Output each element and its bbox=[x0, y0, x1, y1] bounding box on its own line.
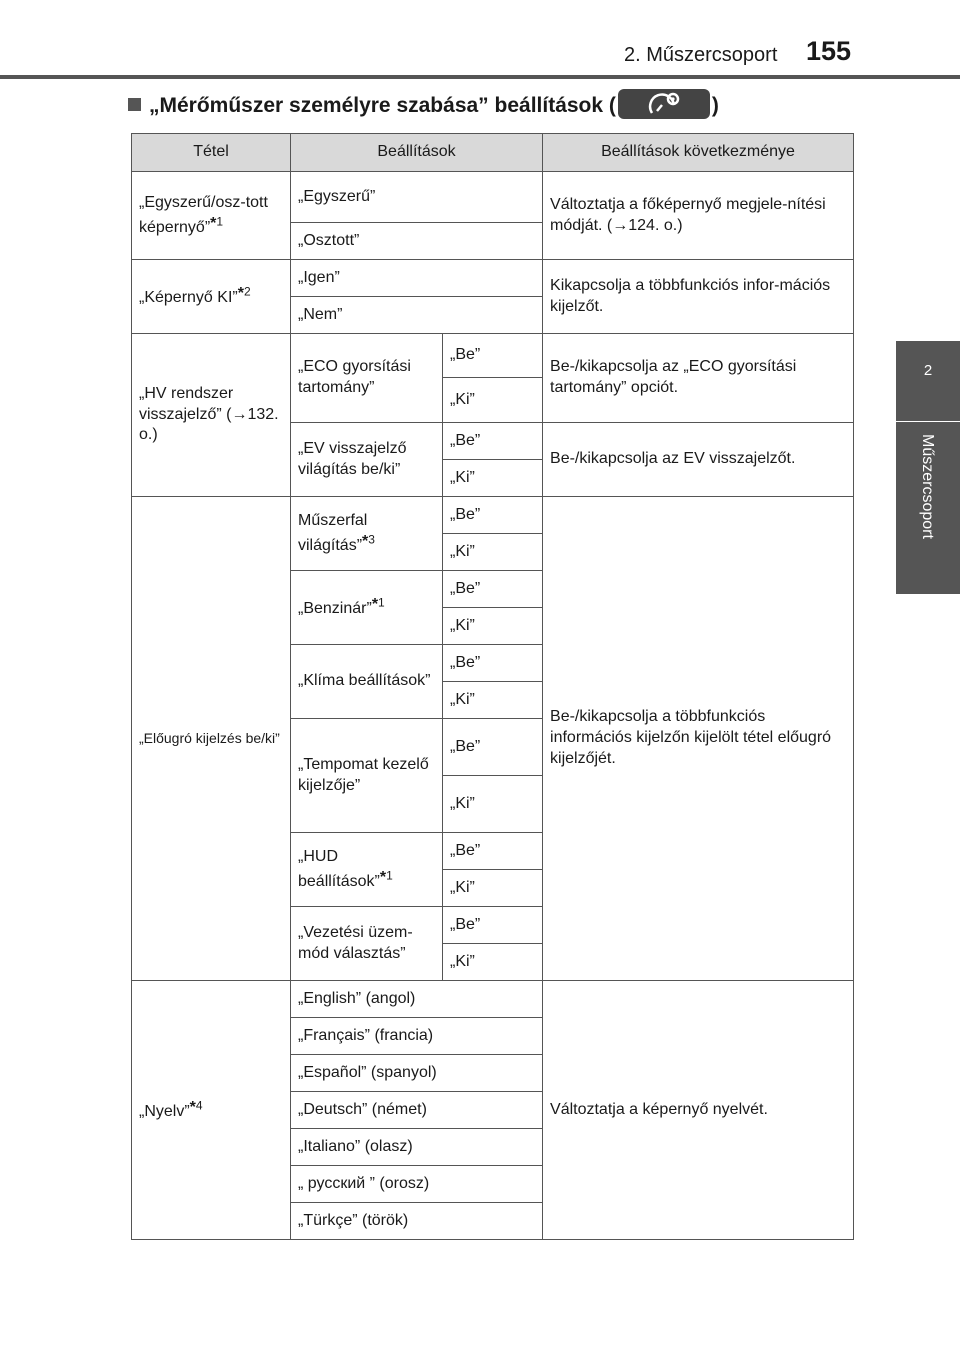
value-cell: „Be” bbox=[443, 907, 543, 944]
table-row bbox=[132, 172, 854, 223]
table-row bbox=[132, 260, 854, 297]
subitem-cell: „Klíma beállítások” bbox=[291, 645, 443, 719]
subitem-cell: „Benzinár”*$^1$ bbox=[291, 571, 443, 645]
square-bullet-icon bbox=[128, 98, 141, 111]
section-title-text: „Mérőműszer személyre szabása” beállítások ( bbox=[149, 94, 616, 117]
footnote-ref: 1 bbox=[378, 595, 385, 610]
footnote-ref: 1 bbox=[386, 868, 393, 883]
table-row bbox=[132, 497, 854, 534]
result-cell: Be-/kikapcsolja az EV visszajelzőt. bbox=[543, 423, 854, 497]
subitem-cell: „Tempomat kezelő kijelzője” bbox=[291, 719, 443, 833]
col-header-result: Beállítások következménye bbox=[543, 134, 854, 172]
value-cell: „Be” bbox=[443, 497, 543, 534]
value-cell: „Be” bbox=[443, 423, 543, 460]
settings-table bbox=[131, 133, 854, 1240]
table-row bbox=[132, 334, 854, 378]
result-cell: Változtatja a főképernyő megjele-nítési módját. (→124. o.) bbox=[543, 172, 854, 260]
setting-cell: „Igen” bbox=[291, 260, 543, 297]
value-cell: „Be” bbox=[443, 571, 543, 608]
setting-cell: „Türkçe” (török) bbox=[291, 1203, 543, 1240]
item-cell: „Előugró kijelzés be/ki” bbox=[132, 497, 291, 981]
gauge-settings-icon bbox=[618, 89, 710, 119]
item-label: „Képernyő KI” bbox=[139, 289, 238, 307]
footnote-ref: 3 bbox=[368, 532, 375, 547]
result-cell: Be-/kikapcsolja az „ECO gyorsítási tartomány” opciót. bbox=[543, 334, 854, 423]
subitem-label: „Benzinár” bbox=[298, 600, 372, 618]
header-rule bbox=[0, 75, 960, 79]
subitem-cell: „HUD beállítások”*$^1$ bbox=[291, 833, 443, 907]
footnote-ref: 1 bbox=[216, 214, 224, 229]
page-number: 155 bbox=[806, 36, 852, 66]
value-cell: „Ki” bbox=[443, 870, 543, 907]
subitem-label: „HUD beállítások” bbox=[298, 847, 380, 890]
col-header-item: Tétel bbox=[132, 134, 291, 172]
subitem-cell: „Vezetési üzem-mód választás” bbox=[291, 907, 443, 981]
value-cell: „Be” bbox=[443, 833, 543, 870]
section-title-close: ) bbox=[711, 94, 719, 117]
value-cell: „Be” bbox=[443, 334, 543, 378]
result-cell: Kikapcsolja a többfunkciós infor-mációs kijelzőt. bbox=[543, 260, 854, 334]
value-cell: „Be” bbox=[443, 719, 543, 776]
table-header-row bbox=[132, 134, 854, 172]
result-cell: Be-/kikapcsolja a többfunkciós információs kijelzőn kijelölt tétel előugró kijelzőjét. bbox=[543, 497, 854, 981]
value-cell: „Ki” bbox=[443, 944, 543, 981]
side-tab-number: 2 bbox=[896, 341, 960, 421]
section-title bbox=[128, 89, 719, 119]
setting-cell: „Español” (spanyol) bbox=[291, 1055, 543, 1092]
value-cell: „Be” bbox=[443, 645, 543, 682]
footnote-ref: 4 bbox=[195, 1098, 203, 1113]
item-label: „Nyelv” bbox=[139, 1102, 190, 1120]
item-cell: „HV rendszer visszajelző” (→132. o.) bbox=[132, 334, 291, 497]
value-cell: „Ki” bbox=[443, 378, 543, 423]
setting-cell: „Italiano” (olasz) bbox=[291, 1129, 543, 1166]
value-cell: „Ki” bbox=[443, 776, 543, 833]
item-cell: „Képernyő KI”*$^2$ bbox=[132, 260, 291, 334]
subitem-label: Műszerfal világítás” bbox=[298, 511, 368, 554]
setting-cell: „English” (angol) bbox=[291, 981, 543, 1018]
setting-cell: „Deutsch” (német) bbox=[291, 1092, 543, 1129]
value-cell: „Ki” bbox=[443, 460, 543, 497]
setting-cell: „Egyszerű” bbox=[291, 172, 543, 223]
subitem-cell: „EV visszajelző világítás be/ki” bbox=[291, 423, 443, 497]
col-header-settings: Beállítások bbox=[291, 134, 543, 172]
item-label: „Egyszerű/osz-tott képernyő” bbox=[139, 193, 268, 236]
item-cell: „Egyszerű/osz-tott képernyő”*$^1$ bbox=[132, 172, 291, 260]
side-tab bbox=[896, 422, 960, 594]
side-tab-label: Műszercsoport bbox=[919, 434, 936, 539]
value-cell: „Ki” bbox=[443, 534, 543, 571]
item-cell: „Nyelv”*$^4$ bbox=[132, 981, 291, 1240]
setting-cell: „Osztott” bbox=[291, 223, 543, 260]
setting-cell: „ русский ” (orosz) bbox=[291, 1166, 543, 1203]
value-cell: „Ki” bbox=[443, 608, 543, 645]
table-row bbox=[132, 981, 854, 1018]
subitem-cell: „ECO gyorsítási tartomány” bbox=[291, 334, 443, 423]
setting-cell: „Français” (francia) bbox=[291, 1018, 543, 1055]
value-cell: „Ki” bbox=[443, 682, 543, 719]
setting-cell: „Nem” bbox=[291, 297, 543, 334]
chapter-heading: 2. Műszercsoport bbox=[624, 44, 778, 66]
result-cell: Változtatja a képernyő nyelvét. bbox=[543, 981, 854, 1240]
subitem-cell: Műszerfal világítás”*$^3$ bbox=[291, 497, 443, 571]
footnote-ref: 2 bbox=[243, 284, 251, 299]
